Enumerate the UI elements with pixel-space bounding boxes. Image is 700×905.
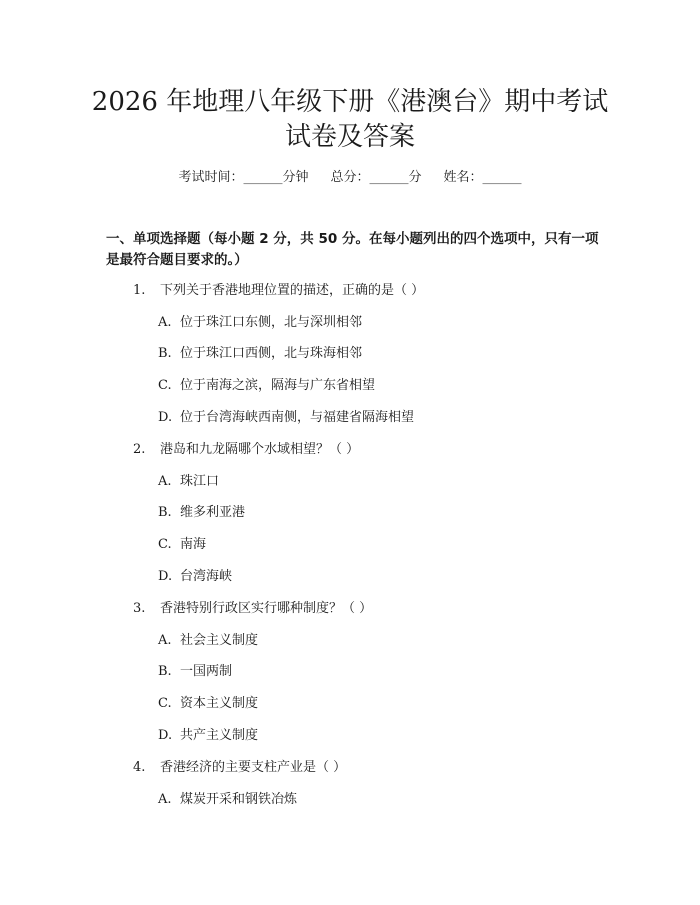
option-letter: A. bbox=[158, 633, 172, 648]
option-letter: A. bbox=[158, 474, 172, 489]
answer-option bbox=[158, 694, 258, 714]
option-letter: A. bbox=[158, 792, 172, 807]
exam-title-line-1: 2026 年地理八年级下册《港澳台》期中考试 bbox=[91, 87, 609, 117]
option-text: 位于珠江口东侧，北与深圳相邻 bbox=[180, 315, 363, 330]
option-text: 煤炭开采和钢铁冶炼 bbox=[180, 792, 298, 807]
option-text: 一国两制 bbox=[180, 664, 233, 679]
option-letter: B. bbox=[158, 346, 172, 361]
question bbox=[133, 599, 372, 619]
answer-option bbox=[158, 472, 219, 492]
option-letter: B. bbox=[158, 664, 172, 679]
question bbox=[133, 758, 346, 778]
question bbox=[133, 281, 424, 301]
question-number: 4. bbox=[133, 760, 146, 775]
answer-option bbox=[158, 376, 375, 396]
question-number: 1. bbox=[133, 283, 146, 298]
option-text: 珠江口 bbox=[180, 474, 220, 489]
answer-option bbox=[158, 726, 258, 746]
option-text: 位于台湾海峡西南侧，与福建省隔海相望 bbox=[180, 410, 415, 425]
option-letter: D. bbox=[158, 728, 173, 743]
option-letter: B. bbox=[158, 505, 172, 520]
answer-option bbox=[158, 535, 206, 555]
total-score-field: 总分：______分 bbox=[330, 170, 422, 185]
answer-option bbox=[158, 503, 245, 523]
question-text: 香港特别行政区实行哪种制度？（ ） bbox=[160, 601, 373, 616]
question-number: 3. bbox=[133, 601, 146, 616]
answer-option bbox=[158, 408, 414, 428]
answer-option bbox=[158, 344, 362, 364]
option-letter: D. bbox=[158, 569, 173, 584]
question-text: 港岛和九龙隔哪个水域相望？（ ） bbox=[160, 442, 360, 457]
option-text: 南海 bbox=[180, 537, 207, 552]
option-text: 维多利亚港 bbox=[180, 505, 246, 520]
student-name-field: 姓名：______ bbox=[443, 170, 522, 185]
option-letter: C. bbox=[158, 378, 172, 393]
option-letter: C. bbox=[158, 696, 172, 711]
option-text: 位于珠江口西侧，北与珠海相邻 bbox=[180, 346, 363, 361]
option-text: 资本主义制度 bbox=[180, 696, 259, 711]
option-letter: D. bbox=[158, 410, 173, 425]
section-heading-multiple-choice: 一、单项选择题（每小题 2 分，共 50 分。在每小题列出的四个选项中，只有一项是最符合题目要求的。） bbox=[106, 231, 599, 268]
answer-option bbox=[158, 313, 362, 333]
answer-option bbox=[158, 790, 297, 810]
option-text: 位于南海之滨，隔海与广东省相望 bbox=[180, 378, 376, 393]
exam-time-field: 考试时间：______分钟 bbox=[178, 170, 309, 185]
exam-title-line-2: 试卷及答案 bbox=[284, 122, 415, 152]
question bbox=[133, 440, 359, 460]
exam-info-line bbox=[0, 168, 700, 188]
question-number: 2. bbox=[133, 442, 146, 457]
option-letter: C. bbox=[158, 537, 172, 552]
option-text: 社会主义制度 bbox=[180, 633, 259, 648]
option-text: 台湾海峡 bbox=[180, 569, 233, 584]
answer-option bbox=[158, 567, 232, 587]
question-text: 香港经济的主要支柱产业是（ ） bbox=[160, 760, 347, 775]
answer-option bbox=[158, 631, 258, 651]
option-letter: A. bbox=[158, 315, 172, 330]
question-text: 下列关于香港地理位置的描述，正确的是（ ） bbox=[160, 283, 425, 298]
answer-option bbox=[158, 662, 232, 682]
option-text: 共产主义制度 bbox=[180, 728, 259, 743]
